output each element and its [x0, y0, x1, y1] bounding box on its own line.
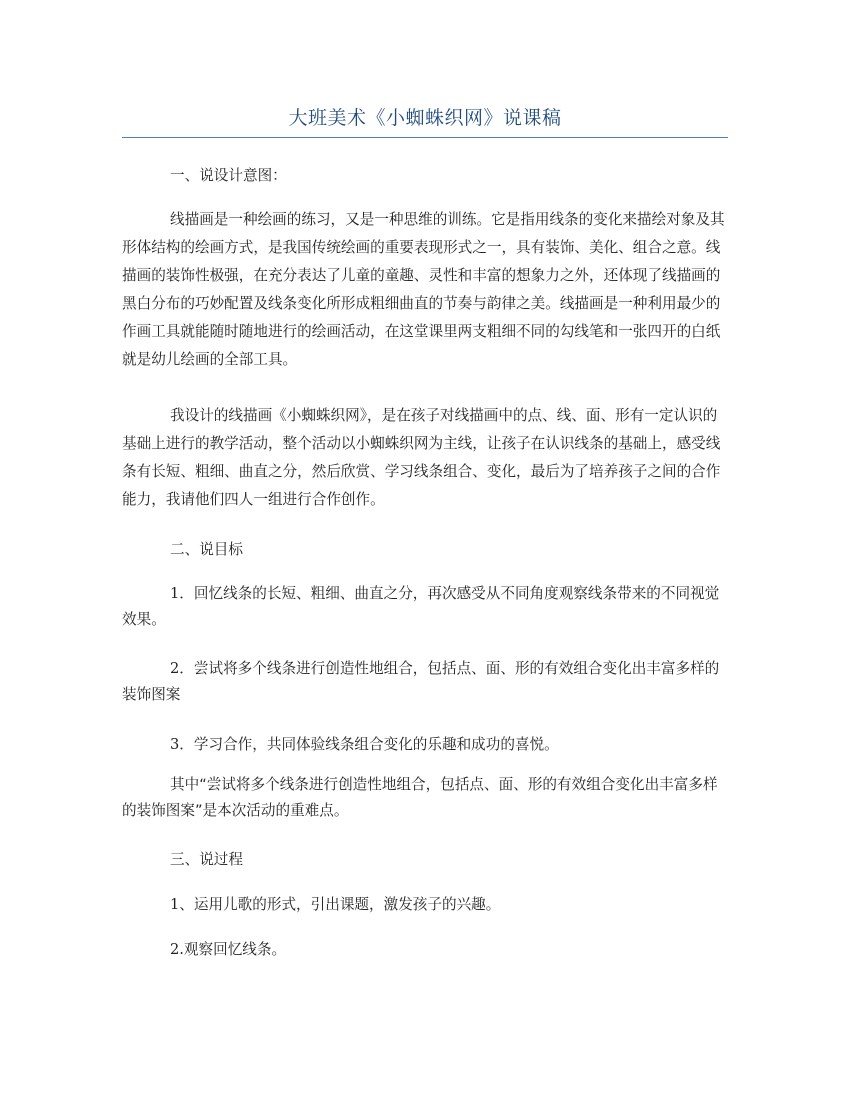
goal-item-3: 3．学习合作，共同体验线条组合变化的乐趣和成功的喜悦。 — [170, 736, 559, 753]
key-point-paragraph: 其中“尝试将多个线条进行创造性地组合，包括点、面、形的有效组合变化出丰富多样的装饰图案”是本次活动的重难点。 — [122, 776, 718, 819]
document-title: 大班美术《小蜘蛛织网》说课稿 — [288, 107, 562, 129]
section-heading-process: 三、说过程 — [170, 851, 243, 868]
process-step-2: 2.观察回忆线条。 — [170, 941, 287, 958]
section-heading-goals: 二、说目标 — [170, 541, 243, 558]
process-step-1: 1、运用儿歌的形式，引出课题，激发孩子的兴趣。 — [170, 896, 501, 913]
goal-item-1: 1．回忆线条的长短、粗细、曲直之分，再次感受从不同角度观察线条带来的不同视觉效果。 — [122, 585, 720, 628]
paragraph-design-1: 线描画是一种绘画的练习，又是一种思维的训练。它是指用线条的变化来描绘对象及其形体结构的绘画方式，是我国传统绘画的重要表现形式之一，具有装饰、美化、组合之意。线描画的装饰性极强，在充分表达了儿童的童趣、灵性和丰富的想象力之外，还体现了线描画的黑白分布的巧妙配置及线条变化所形成粗细曲直的节奏与韵律之美。线描画是一种利用最少的作画工具就能随时随地进行的绘画活动，在这堂课里两支粗细不同的勾线笔和一张四开的白纸就是幼儿绘画的全部工具。 — [122, 211, 725, 368]
goal-item-2: 2．尝试将多个线条进行创造性地组合，包括点、面、形的有效组合变化出丰富多样的装饰图案 — [122, 660, 720, 703]
title-underline — [122, 137, 728, 138]
paragraph-design-2: 我设计的线描画《小蜘蛛织网》，是在孩子对线描画中的点、线、面、形有一定认识的基础上进行的教学活动，整个活动以小蜘蛛织网为主线，让孩子在认识线条的基础上，感受线条有长短、粗细、曲直之分，然后欣赏、学习线条组合、变化，最后为了培养孩子之间的合作能力，我请他们四人一组进行合作创作。 — [122, 407, 721, 508]
section-heading-design: 一、说设计意图： — [170, 167, 287, 184]
